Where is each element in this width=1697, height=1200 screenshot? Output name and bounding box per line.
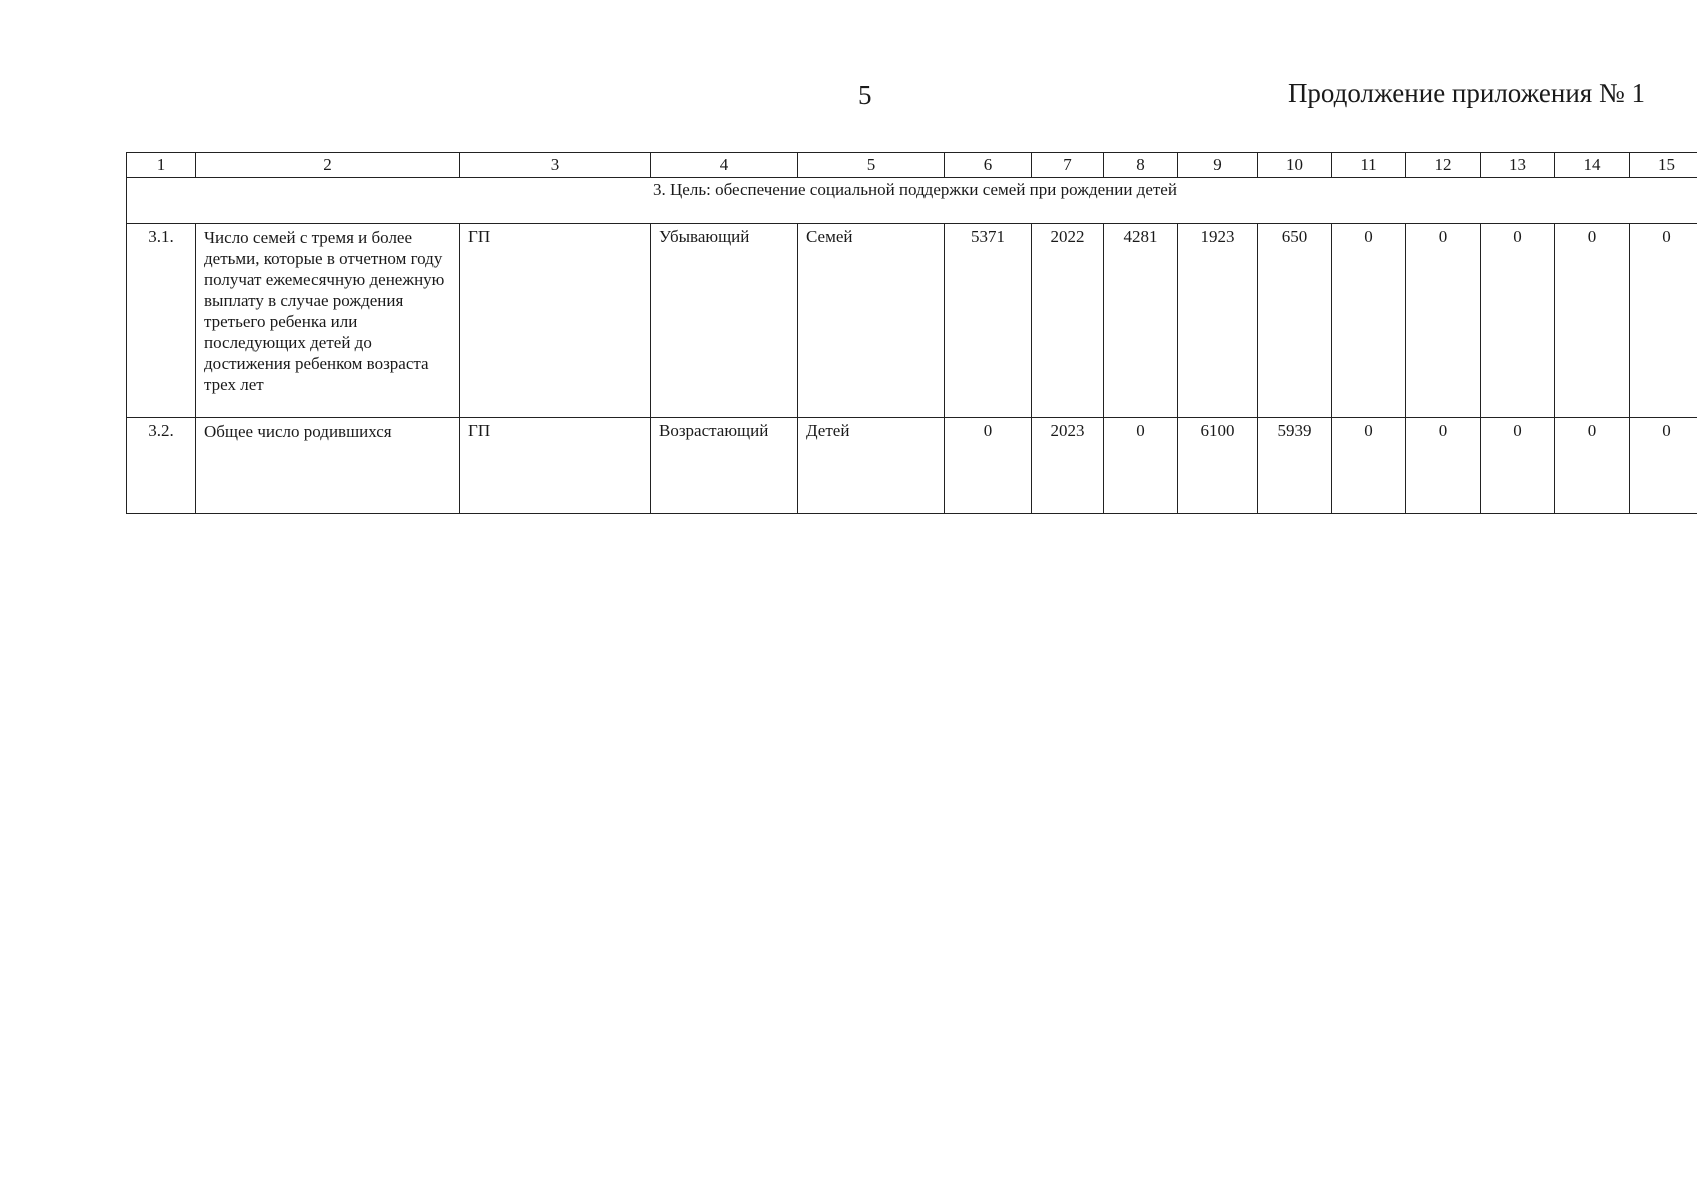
column-number: 5 — [798, 153, 945, 178]
value-cell: 0 — [945, 418, 1032, 514]
section-row — [127, 178, 1697, 224]
column-number: 15 — [1630, 153, 1697, 178]
row-code: 3.1. — [127, 224, 196, 418]
indicator-name: Число семей с тремя и более детьми, которые в отчетном году получат ежемесячную денежную выплату в случае рождения третьего ребенка или последующих детей до достижения ребенком возраста трех лет — [196, 224, 460, 418]
page-number: 5 — [858, 80, 872, 110]
indicator-source: ГП — [460, 418, 651, 514]
column-number: 11 — [1332, 153, 1406, 178]
value-cell: 0 — [1630, 418, 1697, 514]
value-cell: 0 — [1481, 224, 1555, 418]
value-cell: 2023 — [1032, 418, 1104, 514]
table-row — [127, 418, 1697, 514]
column-number: 4 — [651, 153, 798, 178]
value-cell: 0 — [1406, 418, 1481, 514]
value-cell: 0 — [1555, 224, 1630, 418]
column-number: 14 — [1555, 153, 1630, 178]
column-number: 12 — [1406, 153, 1481, 178]
value-cell: 0 — [1332, 418, 1406, 514]
column-number: 1 — [127, 153, 196, 178]
column-number: 13 — [1481, 153, 1555, 178]
section-title: 3. Цель: обеспечение социальной поддержки семей при рождении детей — [127, 178, 1697, 224]
column-number-row — [127, 153, 1697, 178]
column-number: 10 — [1258, 153, 1332, 178]
column-number: 8 — [1104, 153, 1178, 178]
column-number: 3 — [460, 153, 651, 178]
row-code: 3.2. — [127, 418, 196, 514]
indicator-trend: Возрастающий — [651, 418, 798, 514]
value-cell: 0 — [1481, 418, 1555, 514]
value-cell: 650 — [1258, 224, 1332, 418]
value-cell: 0 — [1332, 224, 1406, 418]
appendix-continuation-title: Продолжение приложения № 1 — [1287, 78, 1645, 108]
value-cell: 5939 — [1258, 418, 1332, 514]
value-cell: 0 — [1104, 418, 1178, 514]
column-number: 6 — [945, 153, 1032, 178]
value-cell: 0 — [1630, 224, 1697, 418]
indicators-table — [126, 152, 1697, 514]
value-cell: 4281 — [1104, 224, 1178, 418]
indicator-trend: Убывающий — [651, 224, 798, 418]
indicator-unit: Семей — [798, 224, 945, 418]
value-cell: 6100 — [1178, 418, 1258, 514]
value-cell: 0 — [1406, 224, 1481, 418]
column-number: 7 — [1032, 153, 1104, 178]
indicator-source: ГП — [460, 224, 651, 418]
value-cell: 5371 — [945, 224, 1032, 418]
column-number: 9 — [1178, 153, 1258, 178]
column-number: 2 — [196, 153, 460, 178]
value-cell: 0 — [1555, 418, 1630, 514]
value-cell: 2022 — [1032, 224, 1104, 418]
table-row — [127, 224, 1697, 418]
indicator-unit: Детей — [798, 418, 945, 514]
indicator-name: Общее число родившихся — [196, 418, 460, 514]
value-cell: 1923 — [1178, 224, 1258, 418]
